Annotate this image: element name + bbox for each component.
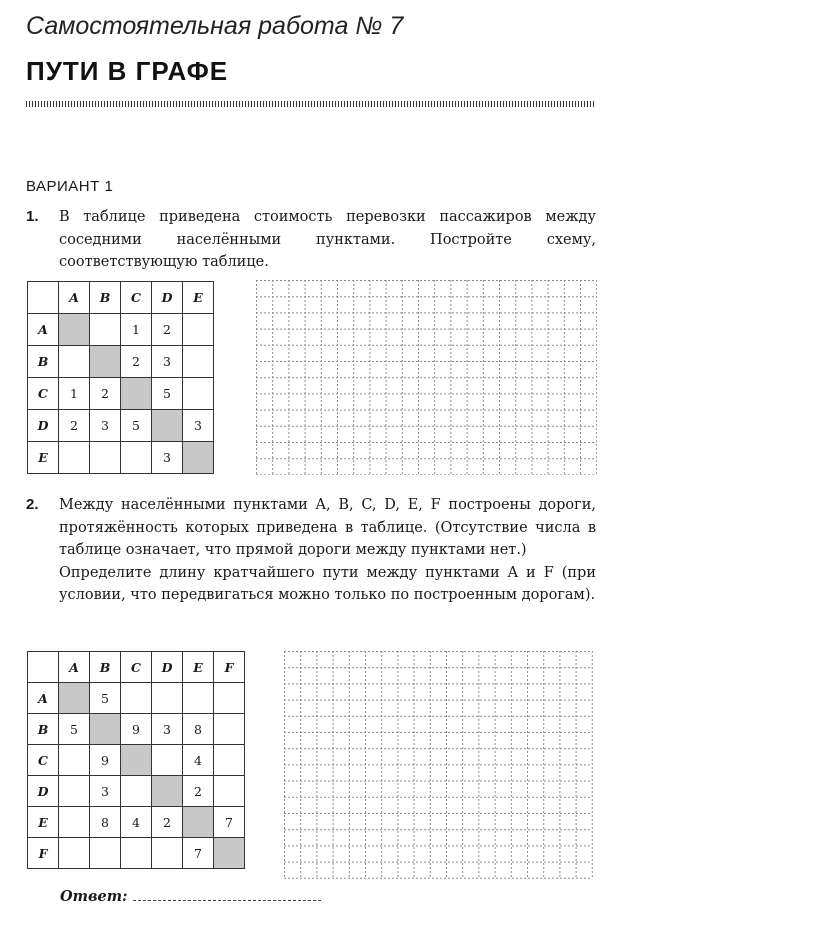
variant-label: ВАРИАНТ 1 xyxy=(26,178,114,195)
table-cell xyxy=(121,442,152,474)
table-corner xyxy=(28,282,59,314)
table-cell: 9 xyxy=(121,714,152,745)
grid-lines xyxy=(256,280,597,475)
table-cell: 2 xyxy=(183,776,214,807)
column-header: F xyxy=(214,652,245,683)
table-cell xyxy=(214,838,245,869)
table-row xyxy=(28,714,245,745)
page-title: ПУТИ В ГРАФЕ xyxy=(26,56,229,86)
table-row xyxy=(28,745,245,776)
table-cell xyxy=(121,838,152,869)
table-cell: 2 xyxy=(59,410,90,442)
table-row xyxy=(28,410,214,442)
table-cell: 4 xyxy=(121,807,152,838)
table-cell xyxy=(152,683,183,714)
table-cell: 1 xyxy=(59,378,90,410)
table-cell: 5 xyxy=(59,714,90,745)
table-cell xyxy=(183,442,214,474)
table-cell xyxy=(121,683,152,714)
table-corner xyxy=(28,652,59,683)
task-2 xyxy=(26,494,596,607)
table-cell xyxy=(121,776,152,807)
table-cell xyxy=(152,838,183,869)
table-cell xyxy=(214,714,245,745)
table-row xyxy=(28,838,245,869)
table-row xyxy=(28,807,245,838)
table-cell xyxy=(183,346,214,378)
row-header: E xyxy=(28,807,59,838)
table-cell: 5 xyxy=(152,378,183,410)
column-header: D xyxy=(152,282,183,314)
table-cell: 2 xyxy=(121,346,152,378)
table-cell xyxy=(152,410,183,442)
table-cell xyxy=(59,776,90,807)
table-cell: 3 xyxy=(152,714,183,745)
table-cell xyxy=(90,346,121,378)
table-row xyxy=(28,314,214,346)
row-header: B xyxy=(28,346,59,378)
table-cell: 3 xyxy=(90,776,121,807)
row-header: A xyxy=(28,683,59,714)
task-1 xyxy=(26,206,596,274)
table-cell xyxy=(121,745,152,776)
table-cell: 3 xyxy=(152,346,183,378)
table-cell xyxy=(214,745,245,776)
row-header: F xyxy=(28,838,59,869)
table-cell xyxy=(183,378,214,410)
table-row xyxy=(28,442,214,474)
table-cell xyxy=(59,314,90,346)
cost-table xyxy=(27,281,214,474)
column-header: A xyxy=(59,652,90,683)
drawing-grid-1[interactable] xyxy=(256,280,597,479)
table-cell: 3 xyxy=(152,442,183,474)
table-cell: 7 xyxy=(183,838,214,869)
row-header: D xyxy=(28,776,59,807)
table-cell xyxy=(214,776,245,807)
table-cell: 8 xyxy=(90,807,121,838)
roads-table xyxy=(27,651,245,869)
answer-row xyxy=(60,888,321,905)
grid-lines xyxy=(284,651,593,879)
table-cell xyxy=(152,776,183,807)
row-header: B xyxy=(28,714,59,745)
table-cell: 4 xyxy=(183,745,214,776)
table-cell xyxy=(90,314,121,346)
table-row xyxy=(28,346,214,378)
column-header: D xyxy=(152,652,183,683)
table-cell xyxy=(152,745,183,776)
table-row xyxy=(28,683,245,714)
table-cell xyxy=(214,683,245,714)
table-cell: 3 xyxy=(183,410,214,442)
table-cell: 9 xyxy=(90,745,121,776)
task-2-number: 2. xyxy=(26,496,39,513)
column-header: B xyxy=(90,652,121,683)
table-row xyxy=(28,378,214,410)
table-cell xyxy=(183,314,214,346)
column-header: C xyxy=(121,652,152,683)
task-1-text: В таблице приведена стоимость перевозки пассажиров между соседними населёнными пунктами. Постройте схему, соответствующую таблице. xyxy=(59,209,596,270)
row-header: C xyxy=(28,745,59,776)
table-cell xyxy=(90,714,121,745)
table-cell: 8 xyxy=(183,714,214,745)
table-cell xyxy=(183,807,214,838)
task-2-text-1: Между населёнными пунктами A, B, C, D, E, F построены дороги, протяжённость которых приведена в таблице. (Отсутствие числа в таблице означает, что прямой дороги между пунктами нет.) xyxy=(59,497,596,558)
table-cell: 5 xyxy=(121,410,152,442)
table-cell: 7 xyxy=(214,807,245,838)
table-cell xyxy=(90,838,121,869)
column-header: A xyxy=(59,282,90,314)
table-cell: 1 xyxy=(121,314,152,346)
table-row xyxy=(28,776,245,807)
answer-field[interactable] xyxy=(133,888,321,901)
table-cell xyxy=(59,807,90,838)
table-cell: 2 xyxy=(90,378,121,410)
answer-label: Ответ: xyxy=(60,888,128,905)
column-header: C xyxy=(121,282,152,314)
table-cell: 2 xyxy=(152,314,183,346)
drawing-grid-2[interactable] xyxy=(284,651,593,883)
table-cell xyxy=(59,745,90,776)
work-subtitle: Самостоятельная работа № 7 xyxy=(26,12,404,40)
table-cell: 2 xyxy=(152,807,183,838)
table-cell: 5 xyxy=(90,683,121,714)
row-header: A xyxy=(28,314,59,346)
row-header: C xyxy=(28,378,59,410)
column-header: B xyxy=(90,282,121,314)
table-cell xyxy=(59,442,90,474)
header-divider xyxy=(26,101,594,107)
column-header: E xyxy=(183,282,214,314)
table-cell xyxy=(183,683,214,714)
row-header: D xyxy=(28,410,59,442)
table-cell: 3 xyxy=(90,410,121,442)
row-header: E xyxy=(28,442,59,474)
table-cell xyxy=(90,442,121,474)
table-cell xyxy=(121,378,152,410)
column-header: E xyxy=(183,652,214,683)
table-cell xyxy=(59,683,90,714)
task-2-text-2: Определите длину кратчайшего пути между пунктами A и F (при условии, что передвигаться можно только по построенным дорогам). xyxy=(59,564,596,603)
table-cell xyxy=(59,838,90,869)
task-1-number: 1. xyxy=(26,208,39,225)
table-cell xyxy=(59,346,90,378)
